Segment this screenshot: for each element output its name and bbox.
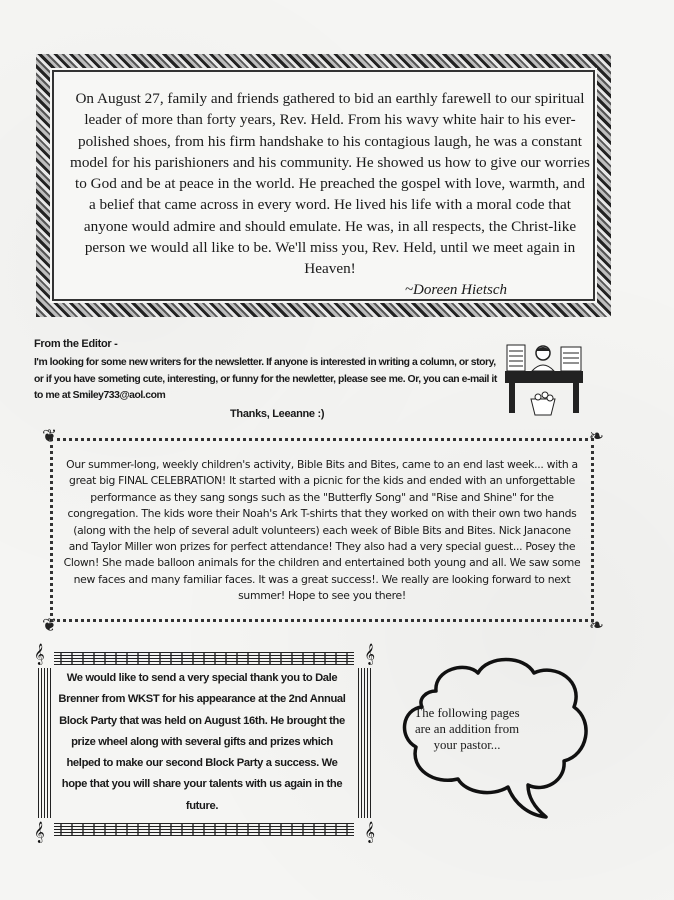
memorial-text: On August 27, family and friends gathered to bid an earthly farewell to our spiritual leader of more than forty years, Rev. Held. From his wavy white hair to his ever-polished shoes, from his firm handshake to his contagious laugh, he was a constant model for his parishioners and his community. He showed us how to give our worries to God and be at peace in the world. He preached the gospel with love, warmth, and a belief that came across in every word. He lived his life with a moral code that anyone would admire and should emulate. He was, in all respects, the Christ-like person we would all like to be. We'll miss you, Rev. Held, until we meet again in Heaven! bbox=[70, 90, 590, 278]
music-staff-left bbox=[38, 668, 51, 818]
treble-clef-icon: 𝄞 bbox=[364, 822, 375, 843]
treble-clef-icon: 𝄞 bbox=[34, 644, 45, 665]
writer-at-desk-clipart bbox=[505, 341, 583, 419]
memorial-signature: ~Doreen Hietsch bbox=[404, 282, 507, 298]
editor-body: I'm looking for some new writers for the newsletter. If anyone is interested in writing a column, or story, or if you have someting cute, interesting, or funny for the newletter, please see me. Or, you can e-mail it to me at Smiley733@aol.com bbox=[34, 357, 497, 401]
thanks-text: We would like to send a very special thank you to Dale Brenner from WKST for his appearance at the 2nd Annual Block Party that was held on August 16th. He brought the prize wheel along with several gifts and prizes which helped to make our second Block Party a success. We hope that you will share your talents with us again in the future. bbox=[58, 672, 346, 812]
music-staff-top bbox=[54, 652, 354, 665]
music-staff-bottom bbox=[54, 823, 354, 836]
flourish-ornament-icon: ❦ bbox=[42, 426, 58, 447]
memorial-box bbox=[36, 54, 611, 317]
thanks-music-box bbox=[34, 646, 375, 842]
flourish-ornament-icon: ❧ bbox=[588, 426, 604, 447]
bible-bits-box bbox=[42, 426, 604, 636]
editor-heading: From the Editor - bbox=[34, 338, 118, 350]
treble-clef-icon: 𝄞 bbox=[364, 644, 375, 665]
bible-bits-text: Our summer-long, weekly children's activity, Bible Bits and Bites, came to an end last week... with a great big FINAL CELEBRATION! It started with a picnic for the kids and ended with an unforgettable performance as they sang songs such as the "Butterfly Song" and "Rise and Shine" for the congregation. The kids wore their Noah's Ark T-shirts that they worked on with their own two hands (along with the help of several adult volunteers) each week of Bible Bits and Bites. Nick Janacone and Taylor Miller won prizes for perfect attendance! They also had a very special guest... Posey the Clown! She made balloon animals for the children and entertained both young and all. We saw some new faces and many familiar faces. It was a great success!. We really are looking forward to next summer! Hope to see you there! bbox=[63, 458, 581, 603]
editor-sign-off: Thanks, Leeanne :) bbox=[230, 408, 325, 420]
treble-clef-icon: 𝄞 bbox=[34, 822, 45, 843]
cloud-text: The following pages are an addition from your pastor... bbox=[414, 706, 520, 752]
music-staff-right bbox=[358, 668, 371, 818]
flourish-ornament-icon: ❧ bbox=[588, 615, 604, 636]
flourish-ornament-icon: ❦ bbox=[42, 615, 58, 636]
